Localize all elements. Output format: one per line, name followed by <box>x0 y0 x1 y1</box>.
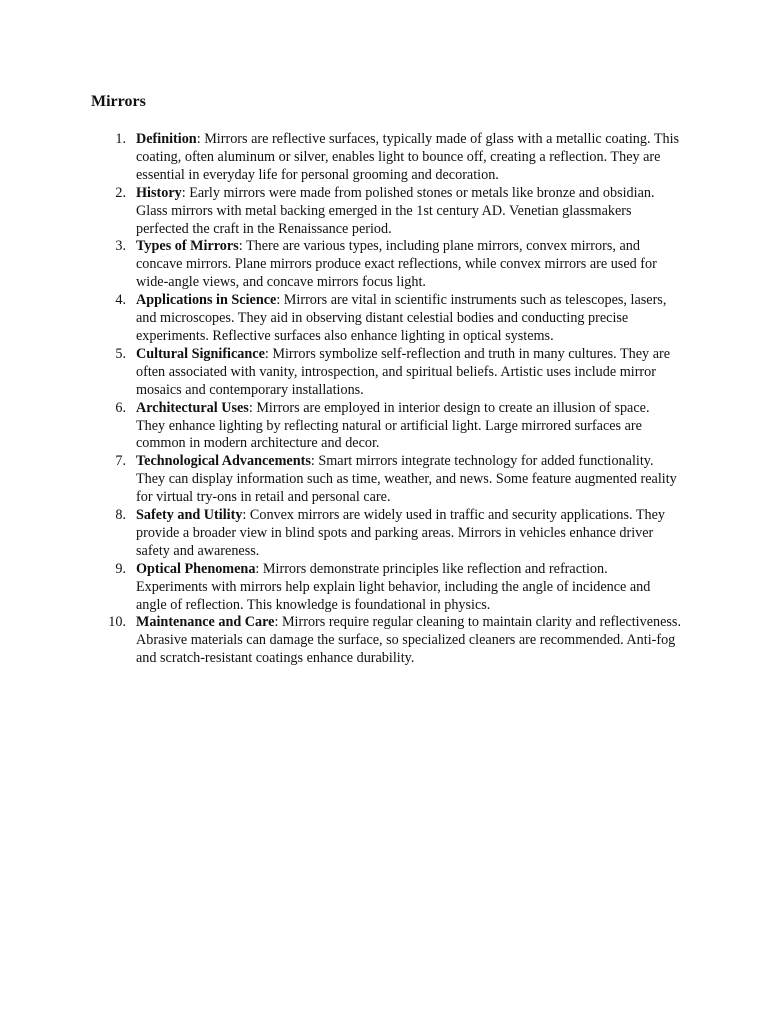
list-item-technological-advancements <box>91 453 681 507</box>
list-item-term: Optical Phenomena <box>136 560 256 577</box>
list-item-number: 5. <box>115 345 126 362</box>
list-item-types-of-mirrors <box>91 238 681 292</box>
list-item-number: 6. <box>115 399 126 416</box>
list-item-term: Technological Advancements <box>136 453 311 470</box>
list-item-number: 3. <box>115 238 126 255</box>
list-item-number: 7. <box>115 453 126 470</box>
list-item-text: : Early mirrors were made from polished stones or metals like bronze and obsidian. Glass mirrors with metal backing emerged in the 1st century AD. Venetian glassmakers perfected the craft in the Renaissance period. <box>136 184 655 237</box>
list-item-text: : Convex mirrors are widely used in traffic and security applications. They provide a broader view in blind spots and parking areas. Mirrors in vehicles enhance driver safety and awareness. <box>136 507 666 559</box>
list-item-cultural-significance <box>91 346 681 400</box>
list-item-text: : Mirrors are reflective surfaces, typically made of glass with a metallic coating. This coating, often aluminum or silver, enables light to bounce off, creating a reflection. They are essential in everyday life for personal grooming and decoration. <box>136 131 680 183</box>
list-item-term: Applications in Science <box>136 292 277 309</box>
list-item-history <box>91 185 681 239</box>
list-item-applications-in-science <box>91 292 681 346</box>
document-title: Mirrors <box>91 93 146 110</box>
list-item-text: : There are various types, including plane mirrors, convex mirrors, and concave mirrors. Plane mirrors produce exact reflections, while convex mirrors are used for wide-angle views, and concave mirrors focus light. <box>136 238 657 291</box>
list-item-architectural-uses <box>91 400 681 454</box>
list-item-term: Types of Mirrors <box>136 238 239 255</box>
list-item-number: 10. <box>108 614 126 631</box>
list-item-optical-phenomena <box>91 561 681 615</box>
list-item-number: 8. <box>115 507 126 524</box>
list-item-text: : Mirrors are vital in scientific instruments such as telescopes, lasers, and microscopes. They aid in observing distant celestial bodies and conducting precise experiments. Reflective surfaces also enhance lighting in optical systems. <box>136 292 667 344</box>
list-item-term: History <box>136 184 182 201</box>
list-item-term: Architectural Uses <box>136 399 249 416</box>
list-item-text: : Mirrors symbolize self-reflection and truth in many cultures. They are often associated with vanity, introspection, and spiritual beliefs. Artistic uses include mirror mosaics and contemporary installations. <box>136 345 671 398</box>
numbered-list <box>91 131 681 668</box>
list-item-term: Definition <box>136 131 197 147</box>
list-item-text: : Smart mirrors integrate technology for added functionality. They can display information such as time, weather, and news. Some feature augmented reality for virtual try-ons in retail and personal care. <box>136 453 677 506</box>
list-item-number: 2. <box>115 184 126 201</box>
list-item-maintenance-and-care <box>91 614 681 668</box>
list-item-term: Maintenance and Care <box>136 614 275 631</box>
list-item-definition <box>91 131 681 185</box>
list-item-text: : Mirrors are employed in interior design to create an illusion of space. They enhance lighting by reflecting natural or artificial light. Large mirrored surfaces are common in modern architecture and decor. <box>136 399 650 452</box>
list-item-term: Safety and Utility <box>136 507 243 524</box>
list-item-number: 9. <box>115 560 126 577</box>
list-item-number: 4. <box>115 292 126 309</box>
list-item-text: : Mirrors require regular cleaning to maintain clarity and reflectiveness. Abrasive materials can damage the surface, so specialized cleaners are recommended. Anti-fog and scratch-resistant coatings enhance durability. <box>136 614 681 667</box>
list-item-term: Cultural Significance <box>136 345 265 362</box>
list-item-text: : Mirrors demonstrate principles like reflection and refraction. Experiments with mirrors help explain light behavior, including the angle of incidence and angle of reflection. This knowledge is foundational in physics. <box>136 560 651 613</box>
list-item-number: 1. <box>115 131 126 147</box>
list-item-safety-and-utility <box>91 507 681 561</box>
